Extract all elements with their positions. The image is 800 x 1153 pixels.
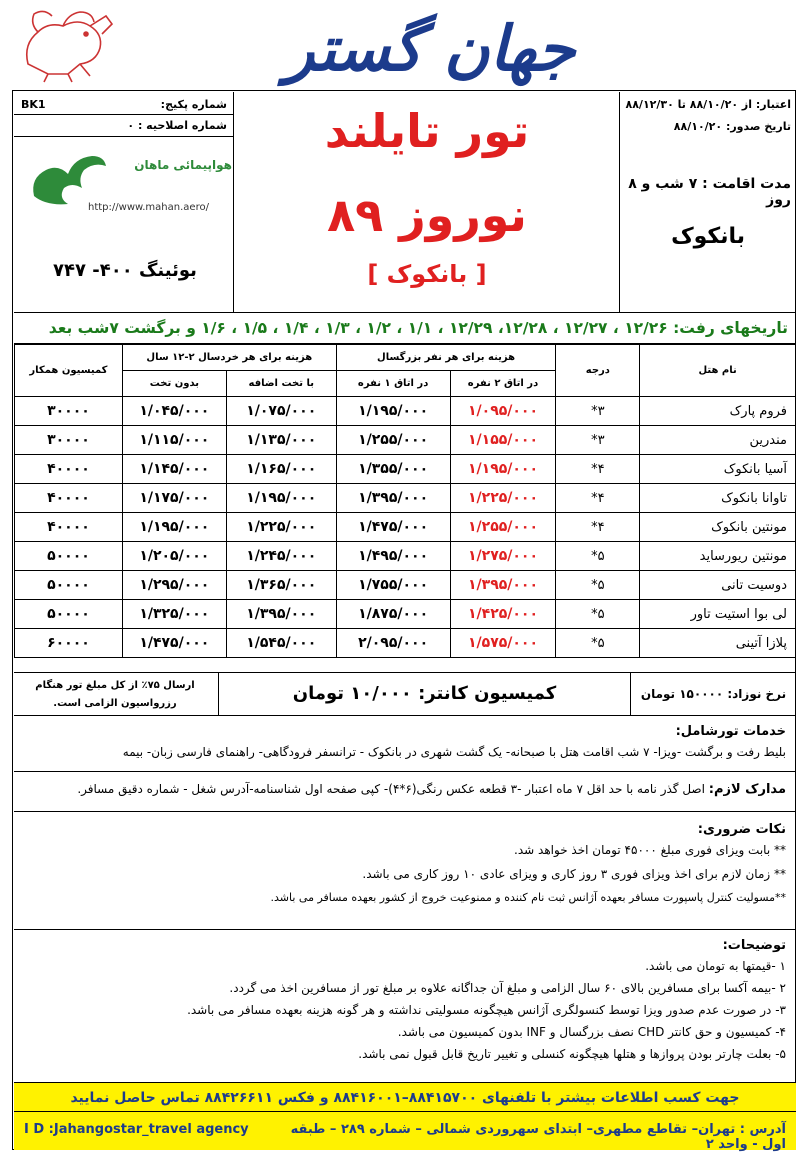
hotel-grade: ۵*: [556, 629, 640, 658]
commission: ۵۰۰۰۰: [15, 600, 123, 629]
hotel-name: لی بوا استیت تاور: [640, 600, 796, 629]
price-double: ۱/۳۹۵/۰۰۰: [450, 571, 556, 600]
table-row: [15, 513, 796, 542]
price-double: ۱/۲۵۵/۰۰۰: [450, 513, 556, 542]
tour-subtitle: نوروز ۸۹: [327, 188, 527, 242]
tour-title: تور تایلند: [324, 104, 530, 158]
airline-name: هواپیمائی ماهان: [134, 158, 232, 172]
table-row: [15, 542, 796, 571]
price-double: ۱/۵۷۵/۰۰۰: [450, 629, 556, 658]
header-grade: درجه: [556, 345, 640, 397]
address-banner: [14, 1112, 796, 1150]
price-no-bed: ۱/۲۰۵/۰۰۰: [122, 542, 226, 571]
explanation-item: ۳- در صورت عدم صدور ویزا توسط کنسولگری آژانس هیچگونه مسولیتی نداشته و هر گونه هزینه بعهده مسافر می باشد.: [187, 1003, 786, 1017]
issue-label: تاریخ صدور:: [725, 120, 791, 133]
commission: ۵۰۰۰۰: [15, 542, 123, 571]
hotel-grade: ۴*: [556, 513, 640, 542]
price-extra-bed: ۱/۱۳۵/۰۰۰: [226, 426, 336, 455]
airline-url: http://www.mahan.aero/: [88, 202, 209, 213]
price-double: ۱/۲۷۵/۰۰۰: [450, 542, 556, 571]
hotel-grade: ۳*: [556, 426, 640, 455]
counter-commission: کمیسیون کانتر: ۱۰/۰۰۰ تومان: [218, 673, 630, 715]
revision-value: ۰: [127, 119, 135, 132]
note-item: **مسولیت کنترل پاسپورت مسافر بعهده آژانس ثبت نام کننده و ممنوعیت خروج از کشور بعهده مسافر می باشد.: [270, 891, 786, 904]
validity-value: از ۸۸/۱۰/۲۰ تا ۸۸/۱۲/۳۰: [625, 98, 753, 111]
lion-logo-icon: [8, 4, 116, 84]
tour-title-panel: [234, 92, 620, 312]
price-single: ۱/۴۹۵/۰۰۰: [336, 542, 450, 571]
package-code-value: BK1: [21, 98, 46, 111]
price-double: ۱/۰۹۵/۰۰۰: [450, 397, 556, 426]
hotel-name: مندرین: [640, 426, 796, 455]
price-extra-bed: ۱/۳۶۵/۰۰۰: [226, 571, 336, 600]
header-single: در اتاق ۱ نفره: [336, 371, 450, 397]
hotel-name: دوسیت تانی: [640, 571, 796, 600]
table-row: [15, 484, 796, 513]
price-no-bed: ۱/۲۹۵/۰۰۰: [122, 571, 226, 600]
price-single: ۱/۴۷۵/۰۰۰: [336, 513, 450, 542]
issue-value: ۸۸/۱۰/۲۰: [673, 120, 723, 133]
commission: ۴۰۰۰۰: [15, 455, 123, 484]
price-double: ۱/۲۲۵/۰۰۰: [450, 484, 556, 513]
package-code-label: شماره پکیج:: [160, 98, 227, 111]
contact-banner: جهت کسب اطلاعات بیشتر با تلفنهای ۸۸۴۱۵۷۰۰–۸۸۴۱۶۰۰۱ و فکس ۸۸۴۲۶۶۱۱ تماس حاصل نمایید: [14, 1082, 796, 1112]
hotel-name: پلازا آتینی: [640, 629, 796, 658]
price-extra-bed: ۱/۲۴۵/۰۰۰: [226, 542, 336, 571]
price-double: ۱/۱۹۵/۰۰۰: [450, 455, 556, 484]
price-single: ۱/۸۷۵/۰۰۰: [336, 600, 450, 629]
price-single: ۲/۰۹۵/۰۰۰: [336, 629, 450, 658]
price-extra-bed: ۱/۰۷۵/۰۰۰: [226, 397, 336, 426]
stay-duration: مدت اقامت : ۷ شب و ۸ روز: [628, 176, 791, 208]
table-row: [15, 455, 796, 484]
hotel-grade: ۵*: [556, 600, 640, 629]
price-extra-bed: ۱/۳۹۵/۰۰۰: [226, 600, 336, 629]
note-item: ** بابت ویزای فوری مبلغ ۴۵۰۰۰ تومان اخذ خواهد شد.: [514, 843, 786, 857]
commission: ۳۰۰۰۰: [15, 426, 123, 455]
price-no-bed: ۱/۱۷۵/۰۰۰: [122, 484, 226, 513]
commission: ۵۰۰۰۰: [15, 571, 123, 600]
hotel-name: فروم پارک: [640, 397, 796, 426]
price-single: ۱/۷۵۵/۰۰۰: [336, 571, 450, 600]
hotel-name: تاوانا بانکوک: [640, 484, 796, 513]
price-double: ۱/۴۲۵/۰۰۰: [450, 600, 556, 629]
page-header: [0, 0, 800, 88]
header-commission: کمیسیون همکار: [15, 345, 123, 397]
header-double: در اتاق ۲ نفره: [450, 371, 556, 397]
aircraft-type: بوئینگ ۴۰۰- ۷۴۷: [53, 260, 197, 281]
table-row: [15, 571, 796, 600]
services-text: بلیط رفت و برگشت -ویزا- ۷ شب اقامت هتل با صبحانه- یک گشت شهری در بانکوک - ترانسفر فرودگاهی- راهنمای فارسی زبان- بیمه: [122, 745, 786, 759]
price-extra-bed: ۱/۵۴۵/۰۰۰: [226, 629, 336, 658]
documents-title: مدارک لازم:: [708, 782, 786, 797]
hotel-name: آسیا بانکوک: [640, 455, 796, 484]
hotel-grade: ۵*: [556, 571, 640, 600]
explanation-item: ۴- کمیسیون و حق کانتر CHD نصف بزرگسال و INF بدون کمیسیون می باشد.: [397, 1025, 786, 1039]
commission: ۴۰۰۰۰: [15, 513, 123, 542]
departure-dates: تاریخهای رفت: ۱۲/۲۶ ، ۱۲/۲۷ ، ۱۲/۲۸، ۱۲/۲۹ ، ۱/۱ ، ۱/۲ ، ۱/۳ ، ۱/۴ ، ۱/۵ ، ۱/۶ و برگشت ۷شب بعد: [14, 312, 796, 344]
explanations-section: [14, 930, 796, 1082]
price-no-bed: ۱/۱۱۵/۰۰۰: [122, 426, 226, 455]
revision-label: شماره اصلاحیه :: [137, 119, 227, 132]
commission-row: [14, 672, 796, 716]
hotel-name: مونتین بانکوک: [640, 513, 796, 542]
price-no-bed: ۱/۱۹۵/۰۰۰: [122, 513, 226, 542]
brand-title: جهان گستر: [284, 12, 576, 85]
price-extra-bed: ۱/۱۹۵/۰۰۰: [226, 484, 336, 513]
price-no-bed: ۱/۱۴۵/۰۰۰: [122, 455, 226, 484]
notes-title: نکات ضروری:: [697, 822, 786, 837]
price-single: ۱/۳۵۵/۰۰۰: [336, 455, 450, 484]
explanation-item: ۲ -بیمه آکسا برای مسافرین بالای ۶۰ سال الزامی و مبلغ آن جداگانه علاوه بر مبلغ تور از مسافرین اخذ می گردد.: [229, 981, 786, 995]
mahan-air-logo-icon: [28, 148, 108, 208]
note-item: ** زمان لازم برای اخذ ویزای فوری ۳ روز کاری و ویزای عادی ۱۰ روز کاری می باشد.: [362, 867, 786, 881]
agency-id: I D :Jahangostar_travel agency: [24, 1122, 249, 1137]
services-section: [14, 718, 796, 772]
header-extra-bed: با تخت اضافه: [226, 371, 336, 397]
table-row: [15, 629, 796, 658]
price-no-bed: ۱/۰۴۵/۰۰۰: [122, 397, 226, 426]
price-double: ۱/۱۵۵/۰۰۰: [450, 426, 556, 455]
explanation-item: ۵- بعلت چارتر بودن پروازها و هتلها هیچگونه کنسلی و تغییر تاریخ قابل قبول نمی باشد.: [358, 1047, 786, 1061]
deposit-note: ارسال ۷۵٪ از کل مبلغ تور هنگام رزرواسیون الزامی است.: [35, 680, 195, 709]
validity-label: اعتبار:: [755, 98, 791, 111]
notes-section: [14, 814, 796, 930]
header-no-bed: بدون تخت: [122, 371, 226, 397]
destination-city: بانکوک: [671, 224, 745, 249]
price-extra-bed: ۱/۲۲۵/۰۰۰: [226, 513, 336, 542]
tour-info-panel: [613, 92, 795, 312]
price-no-bed: ۱/۴۷۵/۰۰۰: [122, 629, 226, 658]
price-table: [14, 344, 796, 658]
price-extra-bed: ۱/۱۶۵/۰۰۰: [226, 455, 336, 484]
table-row: [15, 426, 796, 455]
package-panel: [14, 92, 234, 312]
documents-text: اصل گذر نامه با حد اقل ۷ ماه اعتبار -۳ قطعه عکس رنگی(۶*۴)- کپی صفحه اول شناسنامه-آدرس شغل - شماره دقیق مسافر.: [77, 782, 705, 796]
commission: ۳۰۰۰۰: [15, 397, 123, 426]
header-adult-group: هزینه برای هر نفر بزرگسال: [336, 345, 556, 371]
address-text: آدرس : تهران– تقاطع مطهری– ابتدای سهروردی شمالی – شماره ۲۸۹ – طبقه اول - واحد ۲: [290, 1122, 786, 1152]
commission: ۶۰۰۰۰: [15, 629, 123, 658]
price-single: ۱/۳۹۵/۰۰۰: [336, 484, 450, 513]
hotel-name: مونتین ریورساید: [640, 542, 796, 571]
hotel-grade: ۴*: [556, 484, 640, 513]
price-single: ۱/۱۹۵/۰۰۰: [336, 397, 450, 426]
commission: ۴۰۰۰۰: [15, 484, 123, 513]
hotel-grade: ۴*: [556, 455, 640, 484]
price-no-bed: ۱/۳۲۵/۰۰۰: [122, 600, 226, 629]
table-row: [15, 397, 796, 426]
documents-section: [14, 772, 796, 812]
hotel-grade: ۳*: [556, 397, 640, 426]
header-hotel: نام هتل: [640, 345, 796, 397]
tour-city: [ بانکوک ]: [367, 260, 487, 288]
price-single: ۱/۲۵۵/۰۰۰: [336, 426, 450, 455]
hotel-grade: ۵*: [556, 542, 640, 571]
table-row: [15, 600, 796, 629]
header-child-group: هزینه برای هر خردسال ۲-۱۲ سال: [122, 345, 336, 371]
services-title: خدمات تورشامل:: [675, 724, 786, 739]
explanation-item: ۱ -قیمتها به تومان می باشد.: [645, 959, 786, 973]
infant-rate: نرخ نوزاد: ۱۵۰۰۰۰ تومان: [630, 673, 796, 715]
explanations-title: توضیحات:: [722, 938, 786, 953]
